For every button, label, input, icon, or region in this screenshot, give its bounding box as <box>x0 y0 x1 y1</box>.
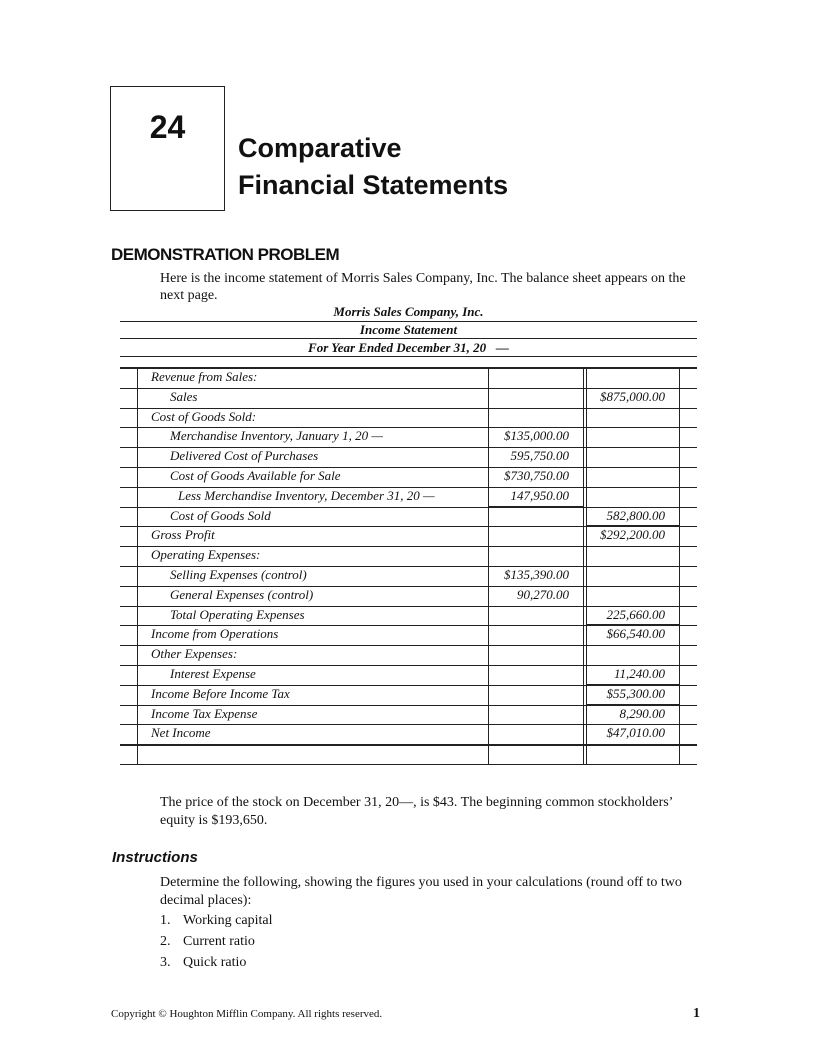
amount-column-2: 582,800.00 <box>606 507 665 523</box>
amount-column-2: 11,240.00 <box>613 666 665 681</box>
table-rule <box>586 525 679 527</box>
statement-title: Income Statement <box>359 322 458 337</box>
chapter-number-box <box>110 86 225 211</box>
row-label: General Expenses (control) <box>170 586 314 602</box>
statement-company: Morris Sales Company, Inc. <box>333 304 484 319</box>
amount-column-1: 595,750.00 <box>510 448 569 464</box>
instruction-item-number: 3. <box>160 955 171 970</box>
amount-column-2: $66,540.00 <box>606 626 665 642</box>
page-number: 1 <box>693 1006 700 1021</box>
footer-copyright: Copyright © Houghton Mifflin Company. All rights reserved. <box>111 1008 383 1020</box>
table-rule <box>120 764 697 765</box>
statement-period: For Year Ended December 31, 20 — <box>308 340 509 355</box>
instruction-item <box>160 913 272 929</box>
table-rule <box>120 356 697 357</box>
instructions-heading: Instructions <box>112 849 198 866</box>
row-label: Total Operating Expenses <box>170 606 305 622</box>
intro-paragraph: Here is the income statement of Morris Sales Company, Inc. The balance sheet appears on the next page. <box>160 271 686 303</box>
row-label: Operating Expenses: <box>151 547 261 563</box>
instruction-item-text: Working capital <box>183 913 273 928</box>
row-label: Cost of Goods Available for Sale <box>170 468 341 483</box>
chapter-title-line2: Financial Statements <box>238 170 509 200</box>
stock-paragraph: The price of the stock on December 31, 20—, is $43. The beginning common stockholders’ equity is $193,650. <box>160 795 673 828</box>
row-label: Selling Expenses (control) <box>170 567 307 582</box>
instruction-item-number: 2. <box>160 934 171 949</box>
table-rule <box>120 744 697 746</box>
amount-column-2: 8,290.00 <box>619 705 665 721</box>
instruction-item <box>160 934 255 950</box>
instruction-item-text: Current ratio <box>183 934 255 949</box>
row-label: Income Tax Expense <box>151 705 258 721</box>
amount-column-2: 225,660.00 <box>606 606 665 622</box>
table-rule <box>586 624 679 626</box>
amount-column-1: 147,950.00 <box>510 487 569 503</box>
amount-column-2: $875,000.00 <box>600 388 665 404</box>
instruction-item <box>160 955 246 971</box>
amount-column-2: $47,010.00 <box>606 725 665 741</box>
row-label: Income Before Income Tax <box>151 685 290 701</box>
section-heading: DEMONSTRATION PROBLEM <box>111 245 340 264</box>
row-label: Net Income <box>151 725 211 741</box>
amount-column-1: $135,390.00 <box>504 567 569 582</box>
amount-column-1: $730,750.00 <box>504 468 569 483</box>
row-label: Cost of Goods Sold <box>170 507 271 523</box>
chapter-title-line1: Comparative <box>238 133 402 163</box>
table-rule <box>120 321 697 322</box>
instructions-text: Determine the following, showing the figures you used in your calculations (round off to two decimal places): <box>160 875 682 908</box>
row-label: Interest Expense <box>170 666 256 681</box>
amount-column-1: $135,000.00 <box>504 428 569 444</box>
row-label: Other Expenses: <box>151 646 238 662</box>
row-label: Sales <box>170 388 198 404</box>
amount-column-1: 90,270.00 <box>517 586 569 602</box>
chapter-title <box>238 130 508 204</box>
row-label: Gross Profit <box>151 527 215 543</box>
row-label: Merchandise Inventory, January 1, 20 — <box>170 428 383 444</box>
row-label: Less Merchandise Inventory, December 31, 20 — <box>178 487 435 503</box>
row-label: Revenue from Sales: <box>151 369 258 384</box>
row-label: Delivered Cost of Purchases <box>170 448 319 464</box>
table-rule <box>586 704 679 706</box>
amount-column-2: $292,200.00 <box>600 527 665 543</box>
amount-column-2: $55,300.00 <box>606 685 665 701</box>
chapter-number: 24 <box>149 109 186 145</box>
instruction-item-number: 1. <box>160 913 171 928</box>
instruction-item-text: Quick ratio <box>183 955 247 970</box>
table-rule <box>488 506 583 508</box>
row-label: Income from Operations <box>151 626 279 642</box>
table-rule <box>120 338 697 339</box>
table-rule <box>586 684 679 686</box>
row-label: Cost of Goods Sold: <box>151 408 257 424</box>
